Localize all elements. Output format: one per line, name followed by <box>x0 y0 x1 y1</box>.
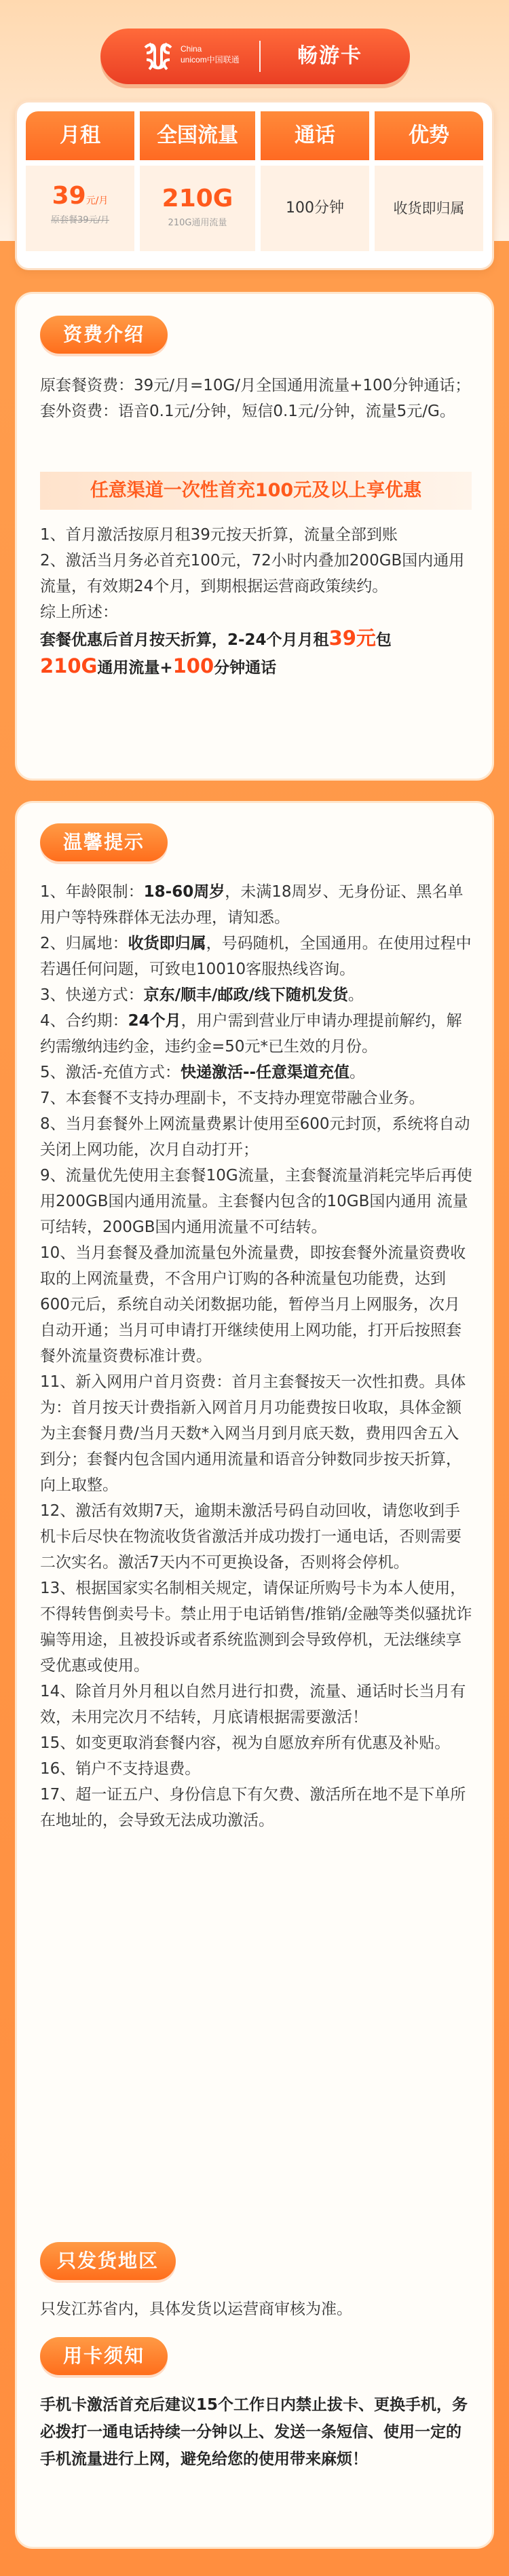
tip-11: 11、新入网用户首月资费：首月主套餐按天一次性扣费。具体为：首月按天计费指新入网首月月功能费按日收取，具体金额为主套餐月费/当月天数*入网当月到月底天数，费用四舍五入到分；套餐内包含国内通用流量和语音分钟数同步按天折算，向上取整。 <box>40 1373 466 1494</box>
fees-body <box>40 373 474 424</box>
notice-badge: 用卡须知 <box>40 2337 168 2375</box>
rent-value: 39 <box>52 182 86 210</box>
tip-1-label: 1、年龄限制： <box>40 883 144 901</box>
brand-banner <box>100 29 410 84</box>
tip-14: 14、除首月外月租以自然月进行扣费，流量、通话时长当月有效，未用完次月不结转，月底请根据需要激活！ <box>40 1683 466 1726</box>
tip-5-highlight: 快递激活--任意渠道充值 <box>180 1064 350 1081</box>
fees-highlight-strip: 任意渠道一次性首充100元及以上享优惠 <box>40 472 472 510</box>
tip-1-text: ，未满18周岁、无身份证、黑名单用户等特殊群体无法办理，请知悉。 <box>40 883 464 927</box>
call-value: 100分钟 <box>286 200 344 217</box>
card-name: 畅游卡 <box>297 44 362 68</box>
tip-3-label: 3、快递方式： <box>40 986 144 1004</box>
tip-3-text: 。 <box>347 986 364 1004</box>
fees-item-1: 1、首月激活按原月租39元按天折算，流量全部到账 <box>40 526 398 544</box>
summary-part-c: 包 <box>375 631 392 649</box>
tip-12: 12、激活有效期7天，逾期未激活号码自动回收，请您收到手机卡后尽快在物流收货省激活并成功拨打一通电话，否则需要二次实名。激活7天内不可更换设备，否则将会停机。 <box>40 1502 461 1571</box>
fees-item-2: 2、激活当月务必首充100元，72小时内叠加200GB国内通用流量，有效期24个月，到期根据运营商政策续约。 <box>40 552 465 595</box>
flow-value: 210G <box>162 185 233 212</box>
tip-3 <box>40 982 474 1008</box>
tip-4-label: 4、合约期： <box>40 1012 128 1030</box>
rent-original: 原套餐39元/月 <box>51 215 109 225</box>
tip-4-highlight: 24个月 <box>128 1012 181 1030</box>
tip-16: 16、销户不支持退费。 <box>40 1760 201 1778</box>
tip-8: 8、当月套餐外上网流量费累计使用至600元封顶，系统将自动关闭上网功能，次月自动打开； <box>40 1115 470 1159</box>
tips-badge: 温馨提示 <box>40 823 168 861</box>
tip-1-highlight: 18-60周岁 <box>143 883 225 901</box>
header-advantage: 优势 <box>375 111 483 160</box>
brand-divider <box>259 41 261 72</box>
tips-card <box>15 801 494 2549</box>
summary-part-a: 套餐优惠后首月按天折算，2-24个月月租 <box>40 631 329 649</box>
tip-1 <box>40 879 474 931</box>
ship-text: 只发江苏省内，具体发货以运营商审核为准。 <box>40 2300 352 2318</box>
tip-13: 13、根据国家实名制相关规定，请保证所购号卡为本人使用，不得转售倒卖号卡。禁止用于电话销售/推销/金融等类似骚扰诈骗等用途，且被投诉或者系统监测到会导致停机，无法继续享受优惠或使用。 <box>40 1580 472 1675</box>
logo-text-en: China <box>181 44 202 54</box>
header-call: 通话 <box>261 111 369 160</box>
cell-advantage <box>375 166 483 251</box>
summary-flow: 210G <box>40 654 98 677</box>
china-unicom-logo-icon <box>140 38 176 75</box>
header-rent: 月租 <box>26 111 134 160</box>
brand-logo-text <box>181 43 240 65</box>
summary-minutes: 100 <box>172 654 214 677</box>
tip-15: 15、如变更取消套餐内容，视为自愿放弃所有优惠及补贴。 <box>40 1734 451 1752</box>
tip-10: 10、当月套餐及叠加流量包外流量费，即按套餐外流量资费收取的上网流量费，不含用户订购的各种流量包功能费，达到600元后，系统自动关闭数据功能，暂停当月上网服务，次月自动开通；当月可申请打开继续使用上网功能，打开后按照套餐外流量资费标准计费。 <box>40 1244 466 1365</box>
fees-details <box>40 522 474 681</box>
header-flow: 全国流量 <box>140 111 255 160</box>
fees-badge: 资费介绍 <box>40 316 168 354</box>
tip-2 <box>40 931 474 982</box>
cell-rent <box>26 166 134 251</box>
summary-part-e: 通用流量+ <box>97 659 173 677</box>
rent-unit: 元/月 <box>86 195 109 206</box>
flow-sub: 210G通用流量 <box>168 218 227 228</box>
tip-5 <box>40 1060 474 1085</box>
advantage-value: 收货即归属 <box>393 200 465 217</box>
fees-original: 原套餐资费：39元/月=10G/月全国通用流量+100分钟通话；套外资费：语音0.1元/分钟，短信0.1元/分钟，流量5元/G。 <box>40 377 471 420</box>
summary-part-g: 分钟通话 <box>214 659 277 677</box>
tip-2-highlight: 收货即归属 <box>128 935 206 952</box>
notice-text: 手机卡激活首充后建议15个工作日内禁止拔卡、更换手机，务必拨打一通电话持续一分钟以上、发送一条短信、使用一定的手机流量进行上网，避免给您的使用带来麻烦！ <box>40 2396 468 2468</box>
summary-price: 39元 <box>328 627 376 650</box>
fees-summary <box>40 625 474 681</box>
logo-text-cn: unicom中国联通 <box>181 55 240 64</box>
cell-flow <box>140 166 255 251</box>
fees-card <box>15 292 494 781</box>
tip-4-text: ，用户需到营业厅申请办理提前解约，解约需缴纳违约金，违约金=50元*已生效的月份。 <box>40 1012 462 1056</box>
cell-call <box>261 166 369 251</box>
tip-5-label: 5、激活-充值方式： <box>40 1064 181 1081</box>
tip-2-text: ，号码随机，全国通用。在使用过程中若遇任何问题，可致电10010客服热线咨询。 <box>40 935 472 978</box>
ship-badge: 只发货地区 <box>40 2242 176 2280</box>
tip-7: 7、本套餐不支持办理副卡，不支持办理宽带融合业务。 <box>40 1089 425 1107</box>
tip-2-label: 2、归属地： <box>40 935 128 952</box>
plan-table <box>15 100 494 270</box>
tip-4 <box>40 1008 474 1060</box>
tip-5-text: 。 <box>350 1064 366 1081</box>
fees-summary-label: 综上所述： <box>40 603 118 621</box>
tips-body <box>40 879 474 1833</box>
tip-17: 17、超一证五户、身份信息下有欠费、激活所在地不是下单所在地址的，会导致无法成功激活。 <box>40 1786 466 1829</box>
tip-3-highlight: 京东/顺丰/邮政/线下随机发货 <box>143 986 348 1004</box>
tip-9: 9、流量优先使用主套餐10G流量，主套餐流量消耗完毕后再使用200GB国内通用流量。主套餐内包含的10GB国内通用 流量可结转，200GB国内通用流量不可结转。 <box>40 1167 472 1236</box>
